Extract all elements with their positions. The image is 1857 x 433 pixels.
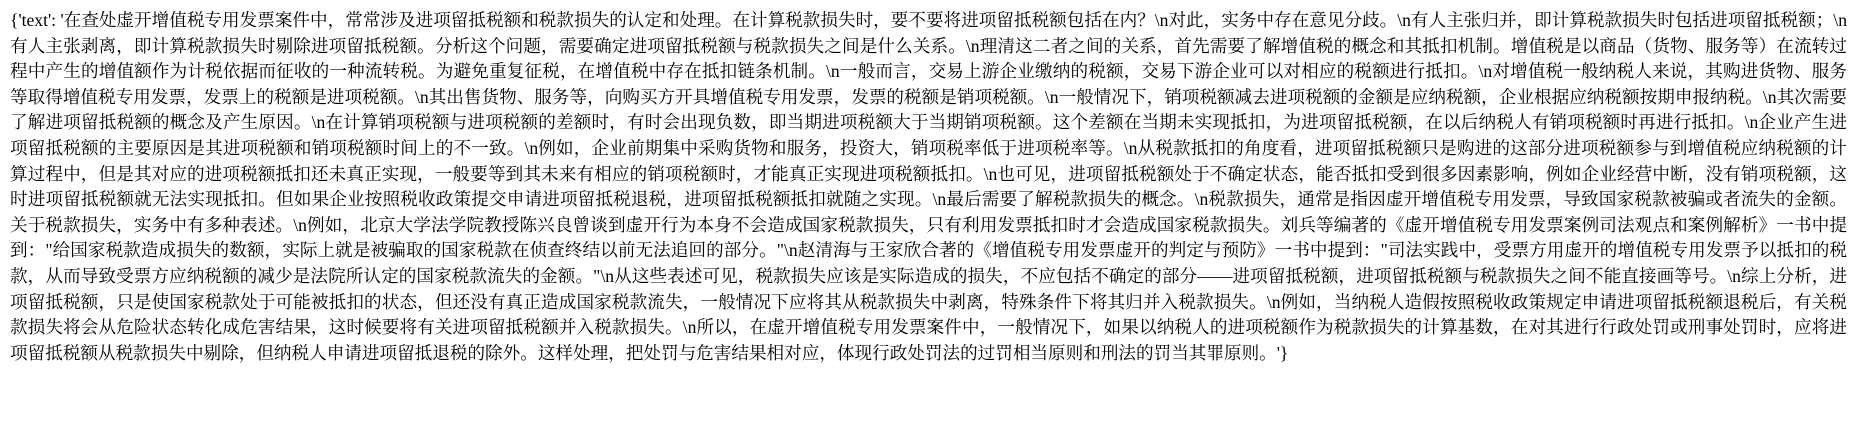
document-body-text: {'text': '在查处虚开增值税专用发票案件中，常常涉及进项留抵税额和税款损失的认定和处理。在计算税款损失时，要不要将进项留抵税额包括在内？\n对此，实务中存在意见分歧。\n有人主张归并，即计算税款损失时包括进项留抵税额；\n有人主张剥离，即计算税款损失时剔除进项留抵税额。分析这个问题，需要确定进项留抵税额与税款损失之间是什么关系。\n理清这二者之间的关系，首先需要了解增值税的概念和其抵扣机制。增值税是以商品（货物、服务等）在流转过程中产生的增值额作为计税依据而征收的一种流转税。为避免重复征税，在增值税中存在抵扣链条机制。\n一般而言，交易上游企业缴纳的税额，交易下游企业可以对相应的税额进行抵扣。\n对增值税一般纳税人来说，其购进货物、服务等取得增值税专用发票，发票上的税额是进项税额。\n其出售货物、服务等，向购买方开具增值税专用发票，发票的税额是销项税额。\n一般情况下，销项税额减去进项税额的金额是应纳税额，企业根据应纳税额按期申报纳税。\n其次需要了解进项留抵税额的概念及产生原因。\n在计算销项税额与进项税额的差额时，有时会出现负数，即当期进项税额大于当期销项税额。这个差额在当期未实现抵扣，为进项留抵税额，在以后纳税人有销项税额时再进行抵扣。\n企业产生进项留抵税额的主要原因是其进项税额和销项税额时间上的不一致。\n例如，企业前期集中采购货物和服务，投资大，销项税率低于进项税率等。\n从税款抵扣的角度看，进项留抵税额只是购进的这部分进项税额参与到增值税应纳税额的计算过程中，但是其对应的进项税额抵扣还未真正实现，一般要等到其未来有相应的销项税额时，才能真正实现进项税额抵扣。\n也可见，进项留抵税额处于不确定状态，能否抵扣受到很多因素影响，例如企业经营中断，没有销项税额，这时进项留抵税额就无法实现抵扣。但如果企业按照税收政策提交申请进项留抵税退税，进项留抵税额抵扣就随之实现。\n最后需要了解税款损失的概念。\n税款损失，通常是指因虚开增值税专用发票，导致国家税款被骗或者流失的金额。关于税款损失，实务中有多种表述。\n例如，北京大学法学院教授陈兴良曾谈到虚开行为本身不会造成国家税款损失，只有利用发票抵扣时才会造成国家税款损失。刘兵等编著的《虚开增值税专用发票案例司法观点和案例解析》一书中提到："给国家税款造成损失的数额，实际上就是被骗取的国家税款在侦查终结以前无法追回的部分。"\n赵清海与王家欣合著的《增值税专用发票虚开的判定与预防》一书中提到："司法实践中，受票方用虚开的增值税专用发票予以抵扣的税款，从而导致受票方应纳税额的减少是法院所认定的国家税款流失的金额。"\n从这些表述可见，税款损失应该是实际造成的损失，不应包括不确定的部分——进项留抵税额，进项留抵税额与税款损失之间不能直接画等号。\n综上分析，进项留抵税额，只是使国家税款处于可能被抵扣的状态，但还没有真正造成国家税款流失，一般情况下应将其从税款损失中剥离，特殊条件下将其归并入税款损失。\n例如，当纳税人造假按照税收政策规定申请进项留抵税额退税后，有关税款损失将会从危险状态转化成危害结果，这时候要将有关进项留抵税额并入税款损失。\n所以，在虚开增值税专用发票案件中，一般情况下，如果以纳税人的进项税额作为税款损失的计算基数，在对其进行行政处罚或刑事处罚时，应将进项留抵税额从税款损失中剔除，但纳税人申请进项留抵退税的除外。这样处理，把处罚与危害结果相对应，体现行政处罚法的过罚相当原则和刑法的罚当其罪原则。'} (10, 10, 1847, 363)
